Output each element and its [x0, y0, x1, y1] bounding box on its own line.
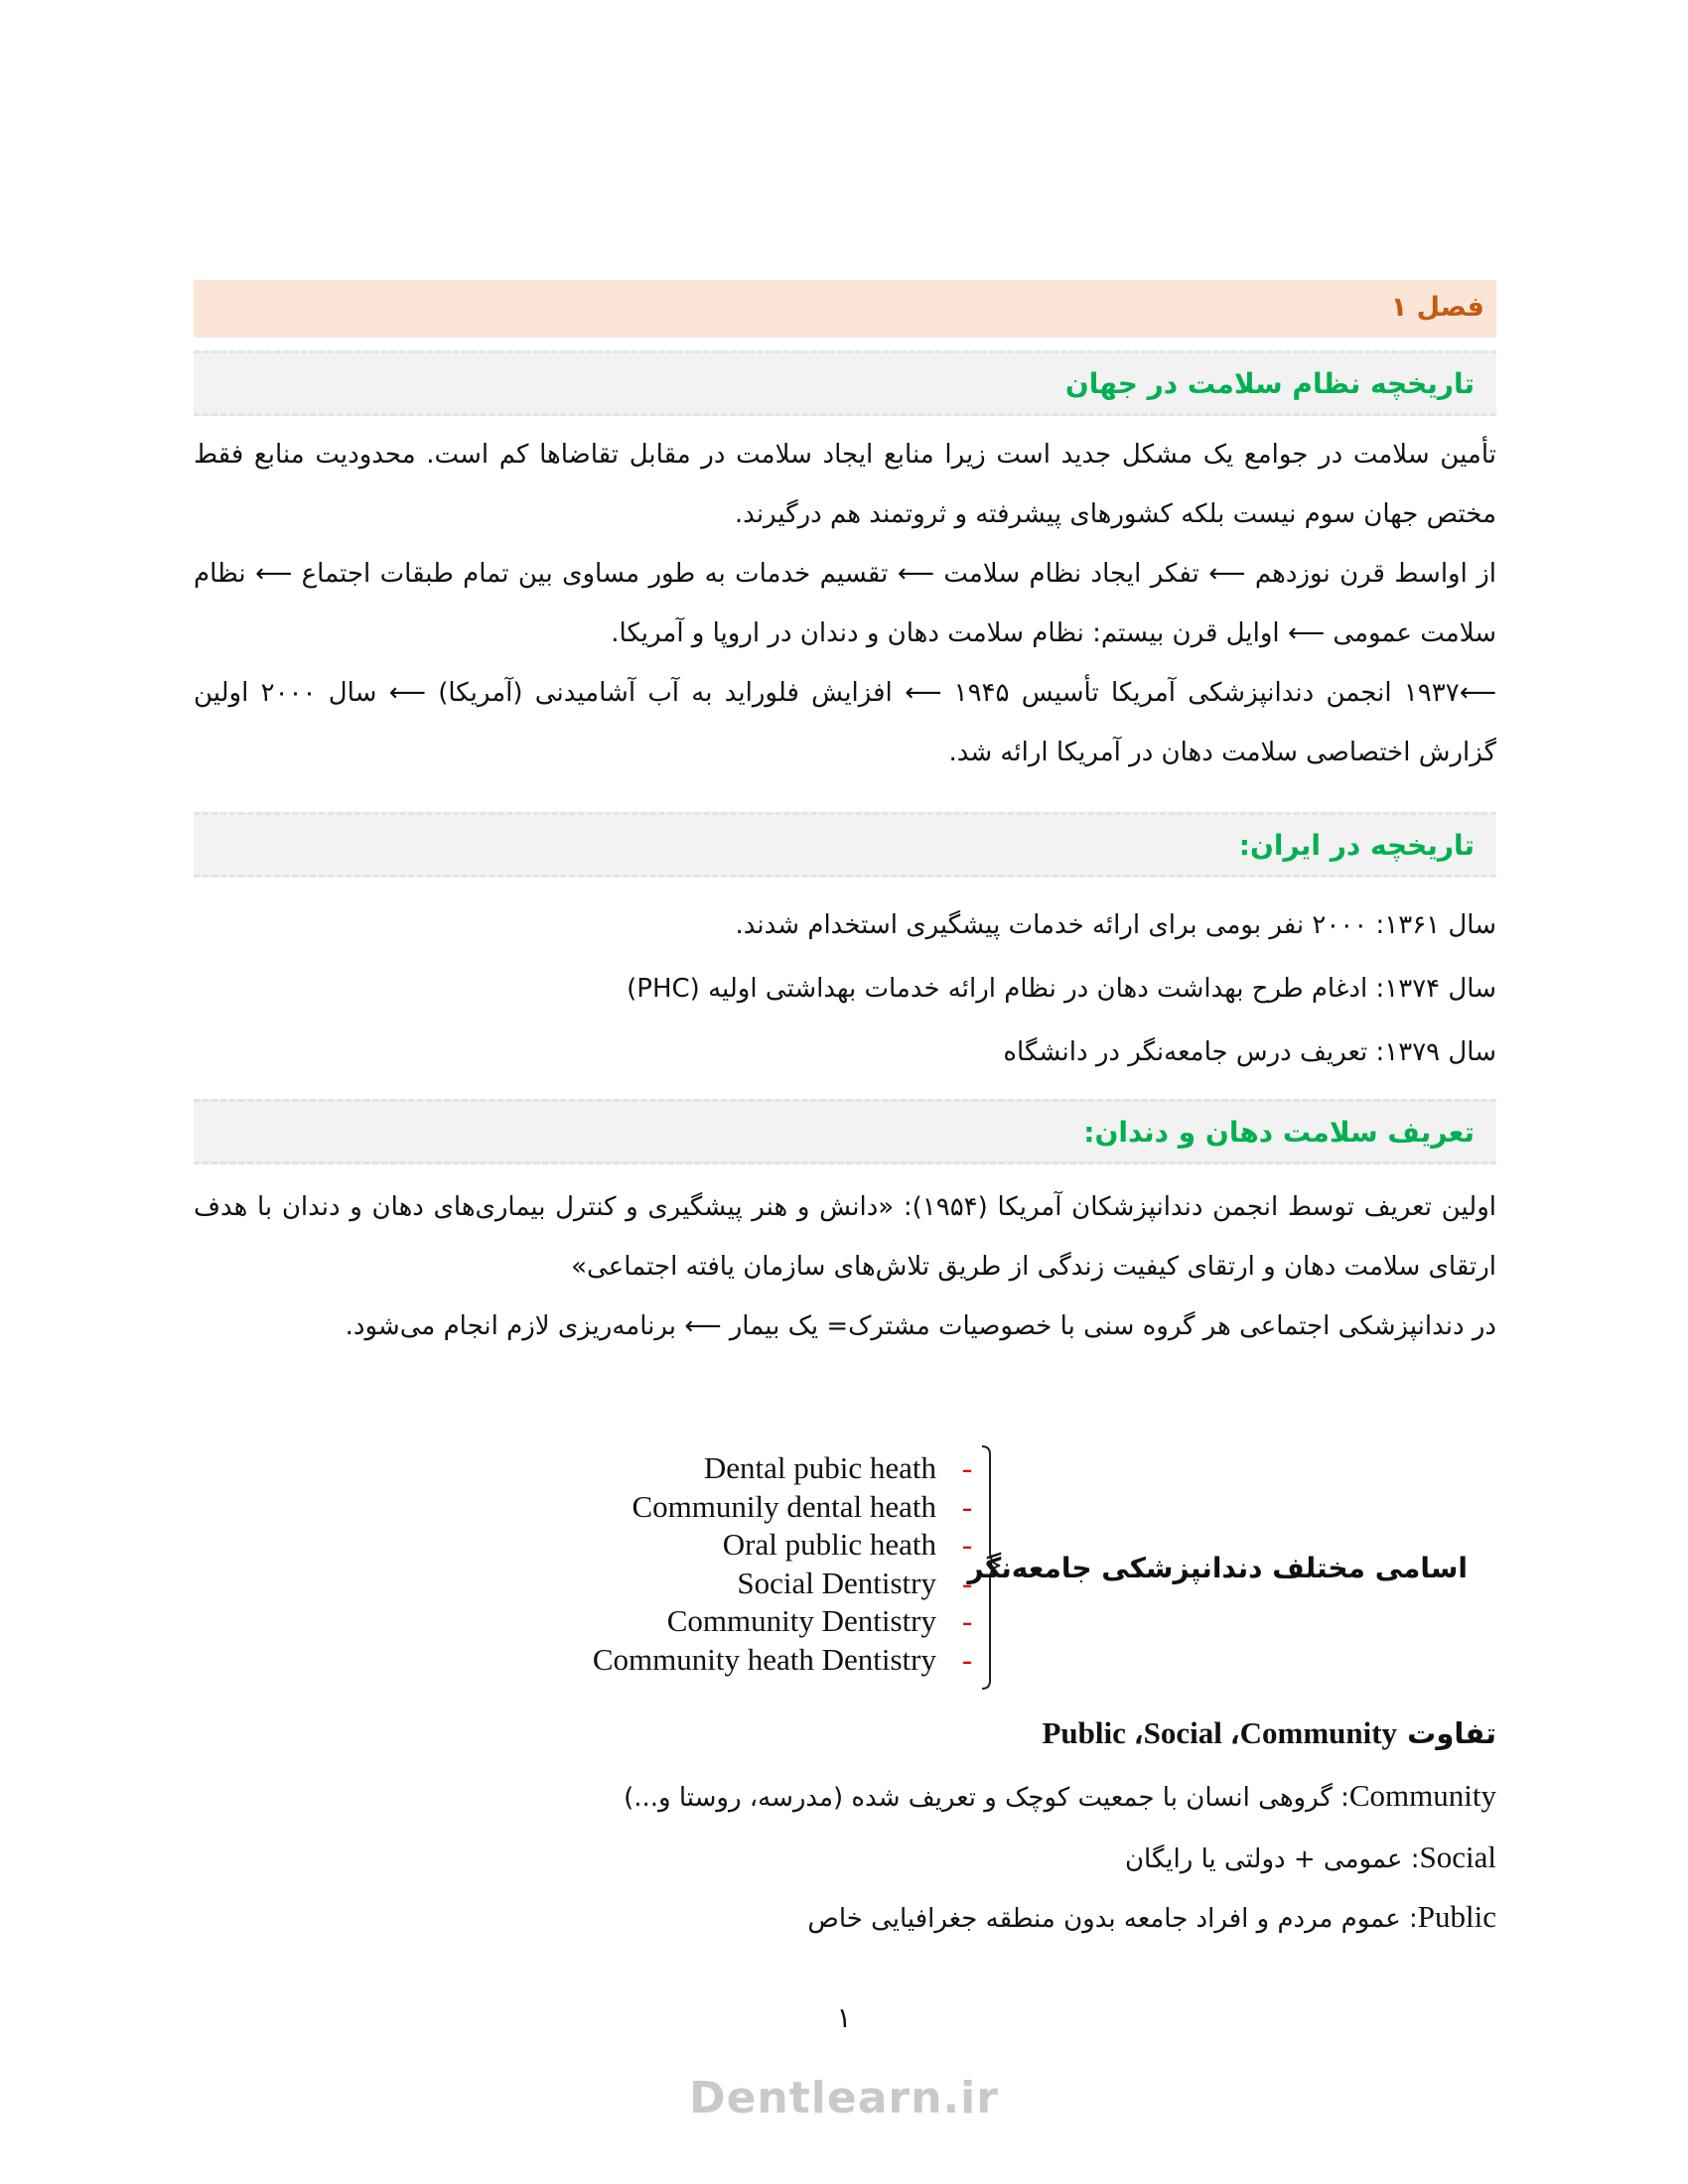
watermark: Dentlearn.ir [689, 2073, 999, 2123]
section-heading-world-history: تاریخچه نظام سلامت در جهان [1064, 367, 1475, 400]
paragraph-ada-definition: اولین تعریف توسط انجمن دندانپزشکان آمریکا (۱۹۵۴): «دانش و هنر پیشگیری و کنترل بیماری‌های دهان و دندان با هدف ارتقای سلامت دهان و ارتقای کیفیت زندگی از طریق تلاش‌های سازمان یافته اجتماعی» [194, 1192, 1496, 1282]
differences-title-fa: تفاوت [1407, 1716, 1496, 1750]
community-dentistry-names-list [593, 1449, 936, 1679]
bullet-dash: - [961, 1641, 973, 1677]
term-description: : عموم مردم و افراد جامعه بدون منطقه جغرافیایی خاص [807, 1904, 1418, 1934]
name-item: Communily dental heath [632, 1488, 936, 1524]
differences-title-en: Public ،Social ،Community [1042, 1715, 1398, 1750]
bullet-dash: - [961, 1565, 973, 1600]
term-name: Public [1417, 1899, 1496, 1934]
chapter-title: فصل ۱ [1390, 292, 1484, 323]
term-definition [1125, 1838, 1496, 1879]
name-item: Community heath Dentistry [592, 1641, 936, 1677]
section-heading-bar [194, 812, 1496, 878]
paragraph-ada-founding: ⟵۱۹۳۷ انجمن دندانپزشکی آمریکا تأسیس ۱۹۴۵ ⟵ افزایش فلوراید به آب آشامیدنی (آمریکا) ⟵ سال ۲۰۰۰ اولین گزارش اختصاصی سلامت دهان در آمریکا ارائه شد. [194, 678, 1496, 767]
bullet-dash: - [961, 1527, 973, 1562]
name-item: Oral public heath [722, 1527, 936, 1562]
section-heading-iran-history: تاریخچه در ایران: [1238, 829, 1475, 862]
term-name: Social [1419, 1840, 1496, 1874]
name-item: Social Dentistry [737, 1565, 936, 1600]
bullet-dash: - [961, 1450, 973, 1485]
bullet-dash: - [961, 1603, 973, 1638]
name-item: Community Dentistry [666, 1603, 936, 1638]
section-heading-bar [194, 350, 1496, 416]
term-definition [624, 1776, 1496, 1818]
paragraph-history-timeline: از اواسط قرن نوزدهم ⟵ تفکر ایجاد نظام سلامت ⟵ تقسیم خدمات به طور مساوی بین تمام طبقات اجتماع ⟵ نظام سلامت عمومی ⟵ اوایل قرن بیستم: نظام سلامت دهان و دندان در اروپا و آمریکا. [194, 559, 1496, 648]
paragraph-community-dentistry: در دندانپزشکی اجتماعی هر گروه سنی با خصوصیات مشترک= یک بیمار ⟵ برنامه‌ریزی لازم انجام می‌شود. [345, 1311, 1496, 1341]
term-definition [807, 1897, 1496, 1939]
chapter-header-bar [194, 280, 1496, 338]
section-heading-bar [194, 1099, 1496, 1164]
term-name: Community [1348, 1778, 1496, 1813]
section-heading-oral-health-definition: تعریف سلامت دهان و دندان: [1083, 1116, 1475, 1149]
iran-history-line: سال ۱۳۶۱: ۲۰۰۰ نفر بومی برای ارائه خدمات پیشگیری استخدام شدند. [735, 910, 1496, 940]
iran-history-line: سال ۱۳۷۴: ادغام طرح بهداشت دهان در نظام ارائه خدمات بهداشتی اولیه (PHC) [627, 974, 1496, 1004]
term-description: : عمومی + دولتی یا رایگان [1124, 1844, 1420, 1874]
paragraph-health-supply: تأمین سلامت در جوامع یک مشکل جدید است زیرا منابع ایجاد سلامت در مقابل تقاضاها کم است. محدودیت منابع فقط مختص جهان سوم نیست بلکه کشورهای پیشرفته و ثروتمند هم درگیرند. [194, 440, 1496, 529]
differences-title [1042, 1715, 1496, 1751]
name-item: Dental pubic heath [703, 1450, 936, 1485]
iran-history-line: سال ۱۳۷۹: تعریف درس جامعه‌نگر در دانشگاه [1003, 1037, 1496, 1067]
names-diagram-label: اسامی مختلف دندانپزشکی جامعه‌نگر [967, 1552, 1468, 1584]
page-number: ۱ [836, 2001, 852, 2034]
bullet-dash: - [961, 1488, 973, 1524]
term-description: : گروهی انسان با جمعیت کوچک و تعریف شده (مدرسه، روستا و...) [624, 1783, 1349, 1813]
